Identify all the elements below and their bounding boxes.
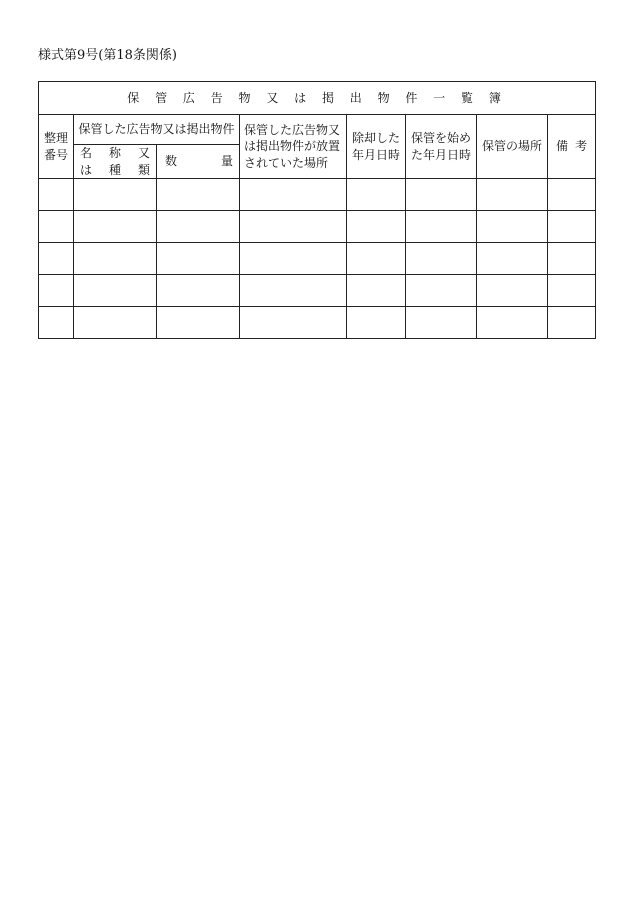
cell-abandoned-location[interactable]	[240, 275, 347, 307]
cell-quantity[interactable]	[157, 307, 240, 339]
cell-storage-start-datetime[interactable]	[406, 275, 477, 307]
cell-seiri-bango[interactable]	[39, 179, 74, 211]
header-removal-datetime-line1: 除却した	[351, 131, 400, 146]
cell-remarks[interactable]	[548, 275, 596, 307]
cell-quantity[interactable]	[157, 179, 240, 211]
cell-storage-start-datetime[interactable]	[406, 243, 477, 275]
header-type-char1: は	[80, 162, 93, 177]
storage-ledger-table	[38, 81, 596, 339]
header-storage-location: 保管の場所	[477, 115, 548, 179]
header-quantity-char1: 数	[165, 154, 178, 169]
header-seiri-bango-line2: 番号	[43, 147, 68, 162]
cell-remarks[interactable]	[548, 179, 596, 211]
header-remarks-char1: 備	[556, 139, 569, 154]
cell-storage-location[interactable]	[477, 275, 548, 307]
header-type-char3: 類	[137, 162, 150, 177]
cell-storage-location[interactable]	[477, 307, 548, 339]
table-row	[39, 211, 596, 243]
table-row	[39, 307, 596, 339]
ledger-title: 保 管 広 告 物 又 は 掲 出 物 件 一 覧 簿	[39, 82, 596, 115]
cell-abandoned-location[interactable]	[240, 243, 347, 275]
header-removal-datetime	[347, 115, 406, 179]
header-remarks-char2: 考	[575, 139, 588, 154]
cell-storage-location[interactable]	[477, 179, 548, 211]
cell-name-or-type[interactable]	[74, 243, 157, 275]
form-number-label: 様式第9号(第18条関係)	[38, 48, 177, 63]
header-quantity-char2: 量	[220, 154, 233, 169]
cell-storage-start-datetime[interactable]	[406, 211, 477, 243]
cell-remarks[interactable]	[548, 211, 596, 243]
cell-quantity[interactable]	[157, 275, 240, 307]
cell-removal-datetime[interactable]	[347, 211, 406, 243]
table-row	[39, 243, 596, 275]
cell-storage-location[interactable]	[477, 211, 548, 243]
header-seiri-bango	[39, 115, 74, 179]
header-storage-start-datetime	[406, 115, 477, 179]
header-abandoned-location	[240, 115, 347, 179]
header-name-char1: 名	[80, 146, 93, 161]
header-name-char3: 又	[137, 146, 150, 161]
header-remarks	[548, 115, 596, 179]
cell-storage-start-datetime[interactable]	[406, 307, 477, 339]
cell-quantity[interactable]	[157, 211, 240, 243]
cell-abandoned-location[interactable]	[240, 307, 347, 339]
header-storage-start-line1: 保管を始め	[410, 131, 471, 146]
cell-seiri-bango[interactable]	[39, 243, 74, 275]
cell-abandoned-location[interactable]	[240, 211, 347, 243]
cell-remarks[interactable]	[548, 307, 596, 339]
header-quantity	[157, 145, 240, 179]
header-abandoned-location-text: 保管した広告物又は掲出物件が放置されていた場所	[244, 123, 341, 170]
cell-removal-datetime[interactable]	[347, 179, 406, 211]
header-seiri-bango-line1: 整理	[43, 131, 68, 146]
header-name-char2: 称	[108, 146, 121, 161]
cell-seiri-bango[interactable]	[39, 307, 74, 339]
table-row	[39, 275, 596, 307]
cell-removal-datetime[interactable]	[347, 243, 406, 275]
cell-storage-start-datetime[interactable]	[406, 179, 477, 211]
cell-abandoned-location[interactable]	[240, 179, 347, 211]
header-stored-items-group: 保管した広告物又は掲出物件	[74, 115, 240, 145]
cell-remarks[interactable]	[548, 243, 596, 275]
cell-storage-location[interactable]	[477, 243, 548, 275]
cell-name-or-type[interactable]	[74, 211, 157, 243]
cell-removal-datetime[interactable]	[347, 275, 406, 307]
header-type-char2: 種	[108, 162, 121, 177]
header-removal-datetime-line2: 年月日時	[351, 147, 400, 162]
table-row	[39, 179, 596, 211]
cell-name-or-type[interactable]	[74, 179, 157, 211]
header-name-or-type	[74, 145, 157, 179]
cell-name-or-type[interactable]	[74, 275, 157, 307]
cell-name-or-type[interactable]	[74, 307, 157, 339]
cell-quantity[interactable]	[157, 243, 240, 275]
cell-removal-datetime[interactable]	[347, 307, 406, 339]
cell-seiri-bango[interactable]	[39, 275, 74, 307]
header-storage-start-line2: た年月日時	[410, 147, 471, 162]
cell-seiri-bango[interactable]	[39, 211, 74, 243]
